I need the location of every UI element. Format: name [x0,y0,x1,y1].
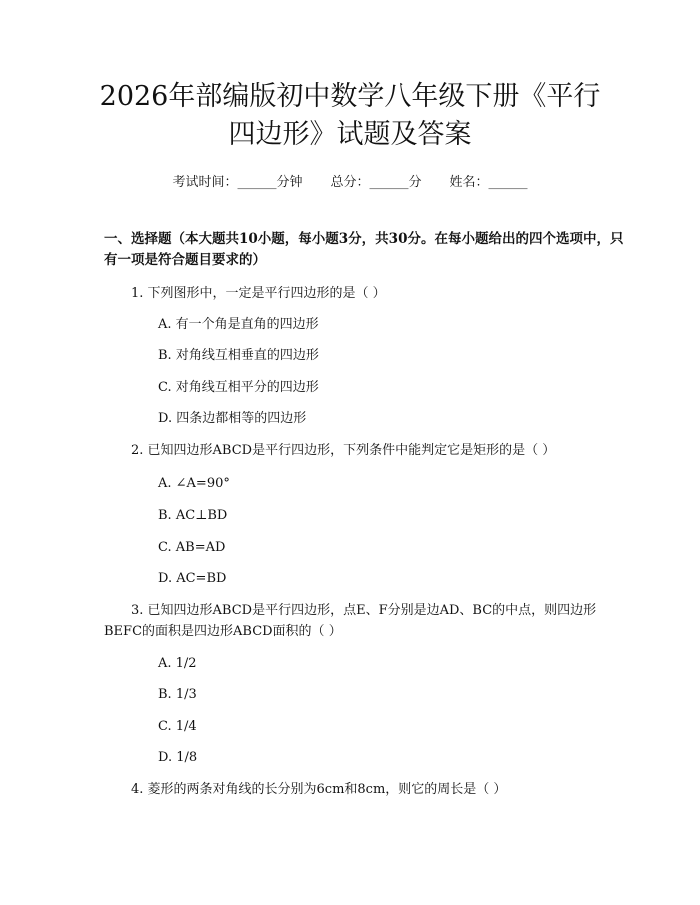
question-2-stem: 2. 已知四边形ABCD是平行四边形，下列条件中能判定它是矩形的是（ ） [131,443,556,458]
exam-time-field: 考试时间：______分钟 [172,175,303,190]
section-heading-choice: 一、选择题（本大题共10小题，每小题3分，共30分。在每小题给出的四个选项中，只有一项是符合题目要求的） [104,231,624,268]
exam-info-line [0,171,700,190]
question-1-option-b: B. 对角线互相垂直的四边形 [158,348,319,363]
question-3-option-c: C. 1/4 [158,719,197,734]
question-1-stem: 1. 下列图形中，一定是平行四边形的是（ ） [131,286,386,301]
question-3-option-a: A. 1/2 [158,656,197,671]
question-1-option-a: A. 有一个角是直角的四边形 [158,317,319,332]
question-3-option-b: B. 1/3 [158,687,197,702]
question-3-option-d: D. 1/8 [158,750,198,765]
question-1-option-c: C. 对角线互相平分的四边形 [158,380,319,395]
document-title: 2026年部编版初中数学八年级下册《平行四边形》试题及答案 [99,81,601,150]
question-1-option-d: D. 四条边都相等的四边形 [158,411,307,426]
total-score-field: 总分：______分 [330,175,422,190]
question-3-stem: 3. 已知四边形ABCD是平行四边形，点E、F分别是边AD、BC的中点，则四边形BEFC的面积是四边形ABCD面积的（ ） [104,603,597,639]
student-name-field: 姓名：______ [449,175,528,190]
question-2-option-a: A. ∠A=90° [158,476,230,491]
question-2-option-b: B. AC⊥BD [158,508,228,523]
question-4-stem: 4. 菱形的两条对角线的长分别为6cm和8cm，则它的周长是（ ） [131,782,507,797]
question-2-option-d: D. AC=BD [158,571,227,586]
question-2-option-c: C. AB=AD [158,540,226,555]
